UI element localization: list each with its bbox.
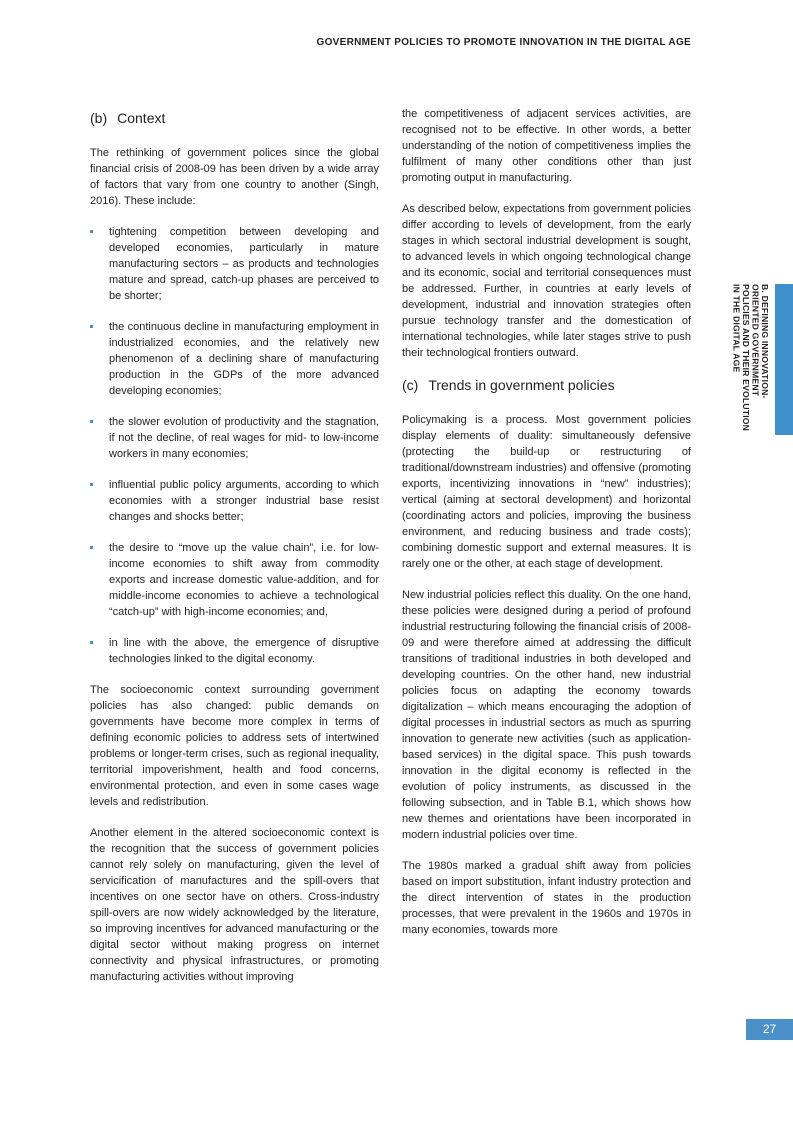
running-header: GOVERNMENT POLICIES TO PROMOTE INNOVATION IN THE DIGITAL AGE: [316, 37, 691, 48]
section-b-number: (b): [90, 110, 108, 126]
list-item: [90, 319, 379, 399]
expectations-paragraph: As described below, expectations from government policies differ according to levels of development, from the early stages in which sectoral industrial development is sought, to advanced levels in which ongoing technological change and its economic, social and territorial consequences must be addressed. Further, in countries at early levels of development, industrial and innovation strategies often pursue technology transfer and the domestication of international technologies, while later stages strive to push their technological frontiers outward.: [402, 203, 691, 359]
1980s-paragraph: The 1980s marked a gradual shift away from policies based on import substitution, infant industry protection and the direct intervention of states in the production processes, that were prevalent in the 1960s and 1970s in many economies, towards more: [402, 860, 691, 936]
continued-paragraph: the competitiveness of adjacent services activities, are recognised not to be effective. In other words, a better understanding of the notion of competitiveness implies the fulfilment of many other conditions other than just promoting output in manufacturing.: [402, 108, 691, 184]
right-column: [402, 106, 691, 953]
bullet-marker: [90, 420, 93, 423]
bullet-marker: [90, 325, 93, 328]
list-item-text: the continuous decline in manufacturing employment in industrialized economies, and the relatively new phenomenon of a declining share of manufacturing production in the GDPs of the more advanced developing economies;: [109, 321, 379, 397]
list-item-text: tightening competition between developing and developed economies, particularly in mature manufacturing sectors – as products and technologies mature and spread, catch-up phases are perceived to be shorter;: [109, 226, 379, 302]
section-c-number: (c): [402, 377, 419, 393]
section-b-title: Context: [117, 110, 166, 126]
context-intro-paragraph: The rethinking of government polices since the global financial crisis of 2008-09 has been driven by a wide array of factors that vary from one country to another (Singh, 2016). These include:: [90, 147, 379, 207]
socioeconomic-paragraph: The socioeconomic context surrounding government policies has also changed: public demands on governments have become more complex in terms of defining economic policies to address sets of intertwined problems or longer-term crises, such as regional inequality, territorial impoverishment, health and food concerns, environmental protection, and even in some cases wage levels and redistribution.: [90, 684, 379, 808]
bullet-marker: [90, 641, 93, 644]
list-item: [90, 477, 379, 525]
bullet-marker: [90, 483, 93, 486]
policymaking-paragraph: Policymaking is a process. Most government policies display elements of duality: simultaneously defensive (protecting the build-up or restructuring of traditional/downstream industries) and offensive (promoting exports, incentivizing innovations in “new” industries); vertical (aiming at sectoral development) and horizontal (coordinating actors and policies, improving the business environment, and reducing business and trade costs); combining domestic support and external measures. It is rarely one or the other, at each stage of development.: [402, 414, 691, 570]
another-element-paragraph: Another element in the altered socioeconomic context is the recognition that the success of government policies cannot rely solely on manufacturing, given the level of servicification of manufactures and the spill-overs that incentives on one sector have on others. Cross-industry spill-overs are now widely acknowledged by the literature, so improving incentives for advanced manufacturing or the digital sector without making progress on internet connectivity and physical infrastructures, or promoting manufacturing activities without improving: [90, 827, 379, 983]
list-item-text: influential public policy arguments, according to which economies with a stronger industrial base resist changes and shocks better;: [109, 479, 379, 523]
list-item: [90, 224, 379, 304]
list-item: [90, 540, 379, 620]
list-item: [90, 414, 379, 462]
page-number: 27: [746, 1019, 793, 1040]
factors-list: [90, 224, 379, 667]
list-item: [90, 635, 379, 667]
chapter-side-tab: [775, 284, 793, 435]
list-item-text: in line with the above, the emergence of disruptive technologies linked to the digital economy.: [109, 637, 379, 665]
left-column: [90, 106, 379, 1000]
section-c-title: Trends in government policies: [428, 377, 615, 393]
list-item-text: the slower evolution of productivity and the stagnation, if not the decline, of real wages for mid- to low-income workers in many economies;: [109, 416, 379, 460]
bullet-marker: [90, 230, 93, 233]
bullet-marker: [90, 546, 93, 549]
list-item-text: the desire to “move up the value chain”, i.e. for low-income economies to shift away from commodity exports and increase domestic value-addition, and for middle-income economies to achieve a technological “catch-up” with high-income economies; and,: [109, 542, 379, 618]
section-b-heading: [90, 109, 379, 127]
section-c-heading: [402, 376, 691, 394]
chapter-side-title: B. DEFINING INNOVATION-ORIENTED GOVERNMENT POLICIES AND THEIR EVOLUTION IN THE DIGITAL AGE: [731, 284, 770, 432]
new-industrial-policies-paragraph: New industrial policies reflect this duality. On the one hand, these policies were designed during a period of profound industrial restructuring following the financial crisis of 2008-09 and were therefore aimed at addressing the difficult transitions of traditional industries in both developed and developing countries. On the other hand, new industrial policies focus on adapting the economy towards digitalization – which means encouraging the adoption of digital processes in industrial sectors as much as spurring innovation to generate new activities (such as application-based services) in the digital space. This push towards innovation in the digital economy is reflected in the evolution of policy instruments, as discussed in the following subsection, and in Table B.1, which shows how new themes and orientations have been incorporated in modern industrial policies over time.: [402, 589, 691, 841]
